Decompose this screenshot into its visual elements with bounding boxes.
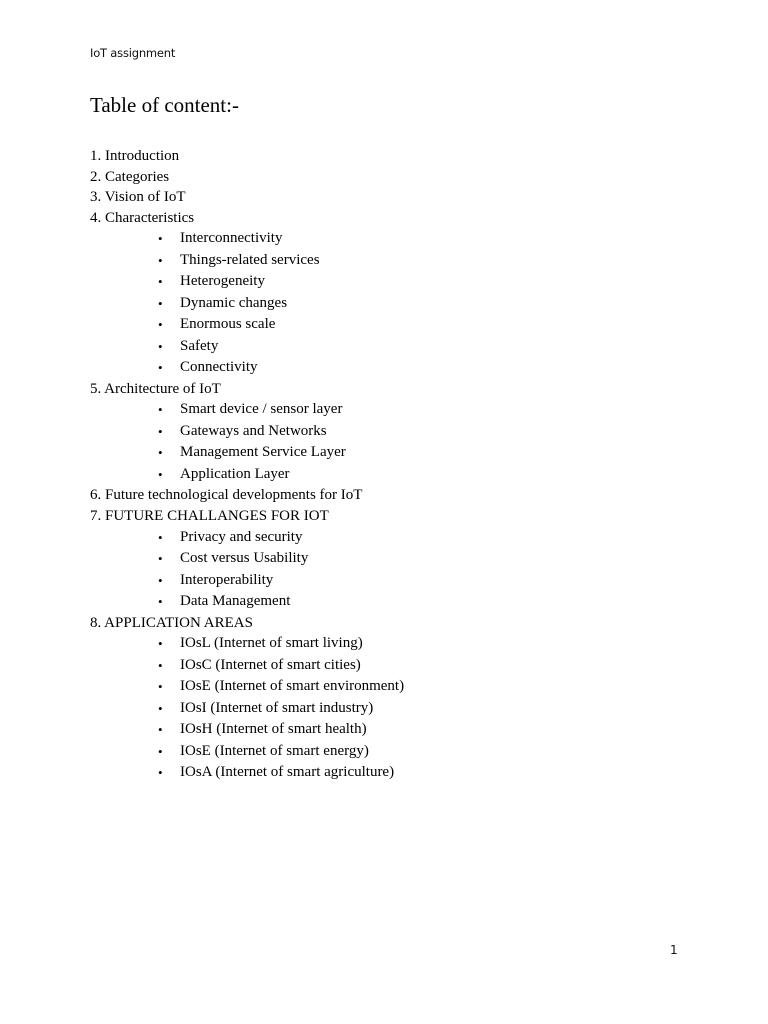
toc-bullet-label: IOsH (Internet of smart health) xyxy=(180,721,367,738)
toc-bullet-item xyxy=(90,421,690,443)
toc-bullet-label: Dynamic changes xyxy=(180,294,288,311)
bullet-icon: • xyxy=(158,657,163,673)
toc-bullet-label: Interconnectivity xyxy=(180,230,283,247)
bullet-icon: • xyxy=(158,594,163,610)
toc-bullet-label: Enormous scale xyxy=(180,316,276,333)
bullet-icon: • xyxy=(158,295,163,311)
toc-bullet-label: Heterogeneity xyxy=(180,273,265,290)
toc-bullet-item xyxy=(90,228,690,250)
bullet-icon: • xyxy=(158,529,163,545)
toc-bullet-label: IOsL (Internet of smart living) xyxy=(180,635,363,652)
bullet-icon: • xyxy=(158,700,163,716)
toc-bullet-label: Interoperability xyxy=(180,571,274,588)
bullet-icon: • xyxy=(158,722,163,738)
toc-bullet-item xyxy=(90,336,690,358)
page-number: 1 xyxy=(670,943,678,957)
toc-bullet-item xyxy=(90,762,690,784)
toc-section-title: 3. Vision of IoT xyxy=(90,189,186,206)
toc-title: Table of content:- xyxy=(90,93,239,117)
toc-bullet-item xyxy=(90,464,690,486)
toc-bullet-item xyxy=(90,676,690,698)
toc-bullet-label: Data Management xyxy=(180,593,291,610)
toc-bullet-item xyxy=(90,527,690,549)
toc-section xyxy=(90,167,690,188)
toc-bullet-list xyxy=(90,228,690,379)
toc-section xyxy=(90,208,690,379)
toc-bullet-item xyxy=(90,357,690,379)
toc-bullet-list xyxy=(90,399,690,485)
toc-list xyxy=(90,146,690,784)
toc-bullet-label: Application Layer xyxy=(180,465,290,482)
toc-bullet-item xyxy=(90,399,690,421)
toc-bullet-item xyxy=(90,655,690,677)
toc-section-title: 1. Introduction xyxy=(90,148,180,164)
toc-bullet-item xyxy=(90,442,690,464)
toc-bullet-label: Cost versus Usability xyxy=(180,550,309,567)
toc-bullet-label: Connectivity xyxy=(180,359,258,376)
toc-bullet-label: Management Service Layer xyxy=(180,444,346,461)
toc-bullet-item xyxy=(90,250,690,272)
bullet-icon: • xyxy=(158,679,163,695)
toc-bullet-item xyxy=(90,719,690,741)
toc-bullet-label: IOsA (Internet of smart agriculture) xyxy=(180,764,395,781)
toc-section-title: 5. Architecture of IoT xyxy=(90,380,221,397)
toc-bullet-item xyxy=(90,314,690,336)
toc-bullet-item xyxy=(90,591,690,613)
toc-bullet-item xyxy=(90,741,690,763)
toc-bullet-item xyxy=(90,633,690,655)
toc-bullet-item xyxy=(90,271,690,293)
toc-bullet-label: IOsE (Internet of smart environment) xyxy=(180,678,405,695)
page-header: IoT assignment xyxy=(90,46,176,60)
toc-section xyxy=(90,187,690,208)
toc-section-title: 6. Future technological developments for IoT xyxy=(90,487,363,504)
toc-bullet-label: IOsE (Internet of smart energy) xyxy=(180,742,369,759)
bullet-icon: • xyxy=(158,252,163,268)
toc-section xyxy=(90,613,690,784)
bullet-icon: • xyxy=(158,466,163,482)
bullet-icon: • xyxy=(158,743,163,759)
bullet-icon: • xyxy=(158,572,163,588)
bullet-icon: • xyxy=(158,360,163,376)
toc-bullet-item xyxy=(90,293,690,315)
toc-bullet-label: Safety xyxy=(180,337,219,354)
toc-bullet-label: Things-related services xyxy=(180,251,320,268)
toc-section-title: 4. Characteristics xyxy=(90,209,195,226)
toc-bullet-item xyxy=(90,698,690,720)
toc-bullet-list xyxy=(90,527,690,613)
bullet-icon: • xyxy=(158,338,163,354)
toc-bullet-list xyxy=(90,633,690,784)
toc-bullet-item xyxy=(90,548,690,570)
toc-section xyxy=(90,485,690,506)
toc-bullet-label: IOsC (Internet of smart cities) xyxy=(180,656,361,673)
toc-section-title: 2. Categories xyxy=(90,168,170,185)
toc-bullet-label: Gateways and Networks xyxy=(180,422,327,439)
toc-section xyxy=(90,506,690,613)
toc-bullet-label: IOsI (Internet of smart industry) xyxy=(180,699,374,716)
toc-bullet-label: Smart device / sensor layer xyxy=(180,401,343,418)
bullet-icon: • xyxy=(158,274,163,290)
bullet-icon: • xyxy=(158,636,163,652)
toc-bullet-label: Privacy and security xyxy=(180,528,303,545)
toc-bullet-item xyxy=(90,570,690,592)
bullet-icon: • xyxy=(158,423,163,439)
toc-section-title: 8. APPLICATION AREAS xyxy=(90,614,253,631)
toc-section xyxy=(90,146,690,167)
bullet-icon: • xyxy=(158,765,163,781)
toc-section xyxy=(90,379,690,486)
bullet-icon: • xyxy=(158,317,163,333)
bullet-icon: • xyxy=(158,402,163,418)
bullet-icon: • xyxy=(158,445,163,461)
toc-section-title: 7. FUTURE CHALLANGES FOR IOT xyxy=(90,508,329,525)
bullet-icon: • xyxy=(158,231,163,247)
bullet-icon: • xyxy=(158,551,163,567)
